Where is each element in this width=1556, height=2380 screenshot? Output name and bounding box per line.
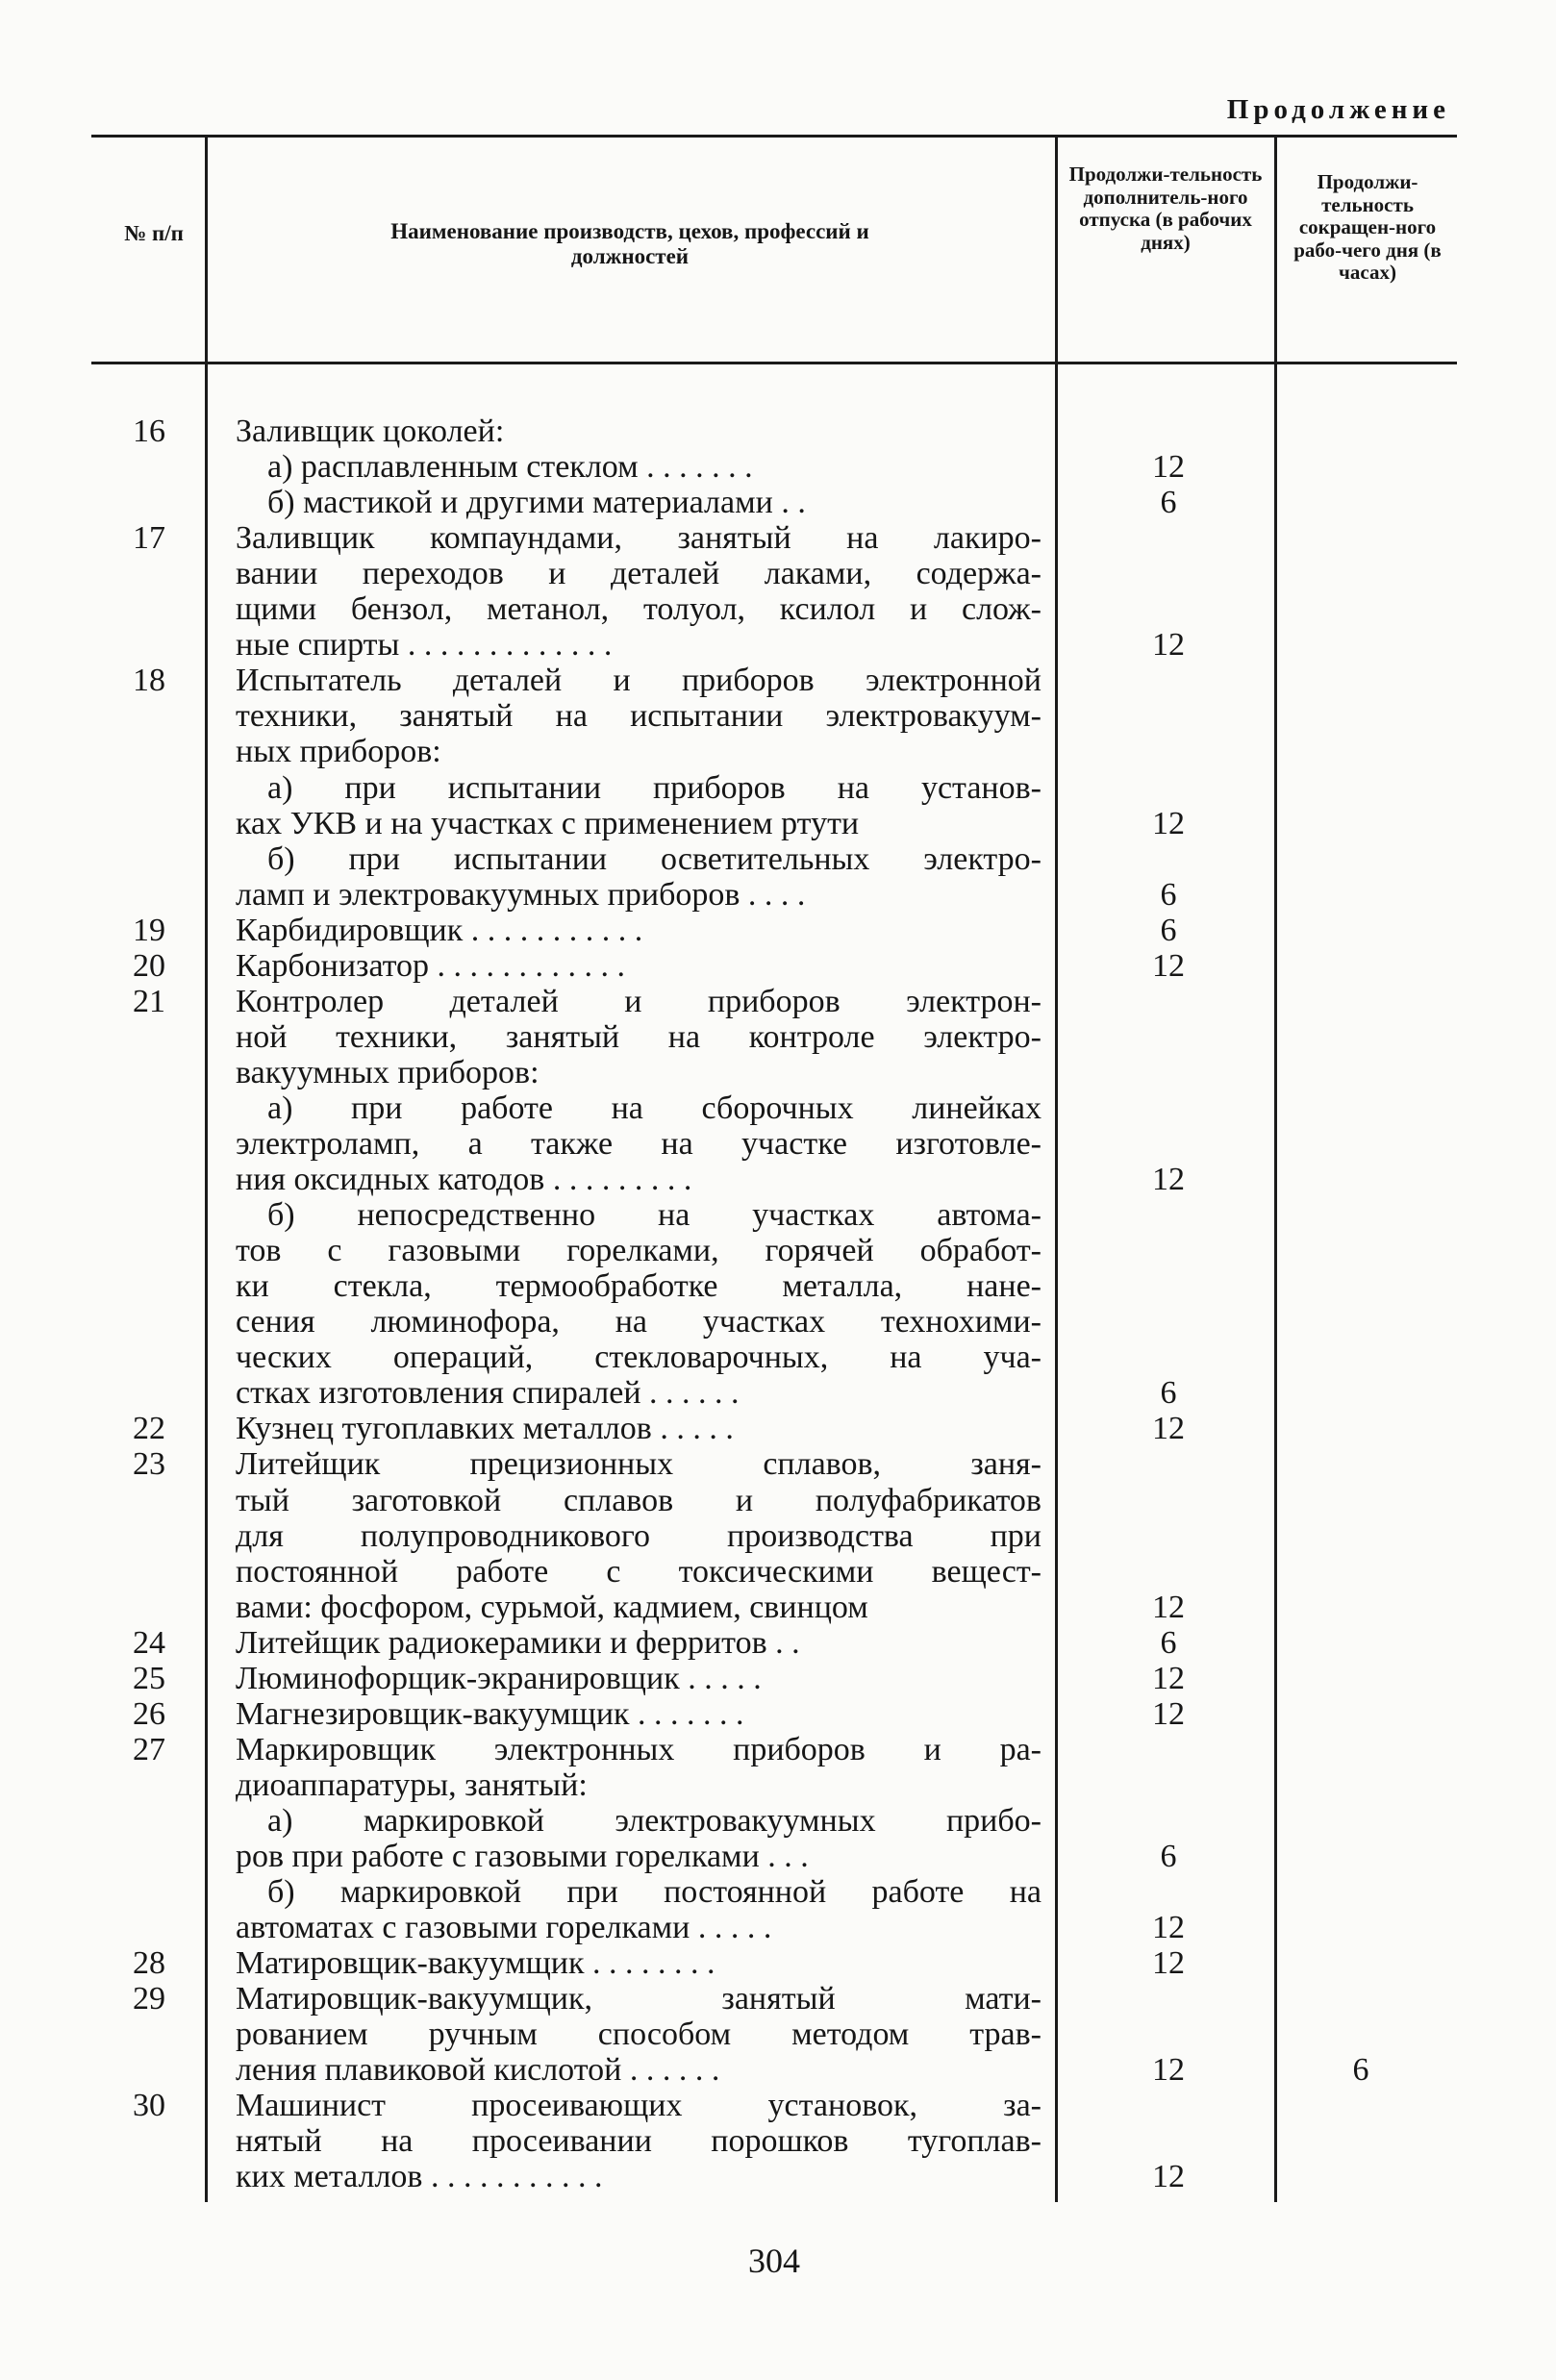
- row-text-line: автоматах с газовыми горелками . . . . .: [236, 1910, 772, 1946]
- row-text-line: тов с газовыми горелками, горячей обработ-: [236, 1233, 1042, 1269]
- row-text-line: ки стекла, термообработке металла, нане-: [236, 1268, 1042, 1305]
- leave-days-value: 12: [1152, 1945, 1185, 1982]
- row-number: 27: [133, 1731, 165, 1767]
- row-number: 22: [133, 1411, 165, 1447]
- row-text-line: а) при испытании приборов на установ-: [267, 769, 1042, 806]
- row-text-line: ров при работе с газовыми горелками . . .: [236, 1839, 809, 1874]
- leave-days-value: 6: [1160, 1624, 1177, 1661]
- row-text-line: сения люминофора, на участках технохими-: [236, 1304, 1042, 1340]
- row-text-line: для полупроводникового производства при: [236, 1517, 1042, 1554]
- leave-days-value: 6: [1160, 485, 1177, 521]
- row-text-line: Литейщик радиокерамики и ферритов . .: [236, 1624, 800, 1661]
- leave-days-value: 12: [1152, 1589, 1185, 1625]
- row-text-line: рованием ручным способом методом трав-: [236, 2017, 1042, 2053]
- row-text-line: ках УКВ и на участках с применением ртути: [236, 805, 860, 841]
- header-hours: Продолжи-тельность сокращен-ного рабо-чего дня (в часах): [1293, 170, 1442, 285]
- table-top-rule: [91, 135, 1457, 138]
- row-text-line: тый заготовкой сплавов и полуфабрикатов: [236, 1482, 1042, 1518]
- leave-days-value: 12: [1152, 947, 1185, 984]
- leave-days-value: 6: [1160, 1375, 1177, 1412]
- row-text-line: ламп и электровакуумных приборов . . . .: [236, 876, 806, 913]
- row-number: 16: [133, 413, 165, 449]
- leave-days-value: 12: [1152, 1162, 1185, 1198]
- row-number: 18: [133, 663, 165, 699]
- row-text-line: Машинист просеивающих установок, за-: [236, 2088, 1042, 2124]
- row-number: 26: [133, 1695, 165, 1732]
- row-number: 29: [133, 1981, 165, 2017]
- row-text-line: Маркировщик электронных приборов и ра-: [236, 1731, 1042, 1767]
- row-text-line: диоаппаратуры, занятый:: [236, 1766, 588, 1803]
- row-text-line: вами: фосфором, сурьмой, кадмием, свинцом: [236, 1589, 868, 1625]
- leave-days-value: 12: [1152, 2052, 1185, 2089]
- row-text-line: Магнезировщик-вакуумщик . . . . . . .: [236, 1695, 744, 1732]
- row-text-line: вании переходов и деталей лаками, содержа-: [236, 556, 1042, 592]
- column-divider-3: [1274, 135, 1277, 2202]
- leave-days-value: 12: [1152, 2159, 1185, 2195]
- row-text-line: Контролер деталей и приборов электрон-: [236, 983, 1042, 1019]
- leave-days-value: 12: [1152, 805, 1185, 841]
- row-text-line: б) мастикой и другими материалами . .: [267, 485, 806, 521]
- row-text-line: б) при испытании осветительных электро-: [267, 840, 1042, 877]
- row-text-line: ных приборов:: [236, 734, 441, 770]
- leave-days-value: 6: [1160, 912, 1177, 948]
- row-number: 30: [133, 2088, 165, 2124]
- row-number: 23: [133, 1446, 165, 1483]
- row-text-line: вакуумных приборов:: [236, 1054, 540, 1090]
- row-number: 17: [133, 520, 165, 557]
- leave-days-value: 12: [1152, 449, 1185, 486]
- column-divider-2: [1055, 135, 1058, 2202]
- row-text-line: Матировщик-вакуумщик . . . . . . . .: [236, 1945, 715, 1982]
- leave-days-value: 12: [1152, 627, 1185, 664]
- row-text-line: б) непосредственно на участках автома-: [267, 1197, 1042, 1234]
- row-text-line: ния оксидных катодов . . . . . . . . .: [236, 1162, 692, 1198]
- row-text-line: Карбидировщик . . . . . . . . . . .: [236, 912, 643, 948]
- leave-days-value: 12: [1152, 1660, 1185, 1696]
- row-text-line: техники, занятый на испытании электровакуум-: [236, 698, 1042, 735]
- row-text-line: Кузнец тугоплавких металлов . . . . .: [236, 1411, 734, 1447]
- row-text-line: нятый на просеивании порошков тугоплав-: [236, 2123, 1042, 2160]
- row-text-line: Карбонизатор . . . . . . . . . . . .: [236, 947, 626, 984]
- row-text-line: Люминофорщик-экранировщик . . . . .: [236, 1660, 762, 1696]
- page-number: 304: [748, 2242, 800, 2280]
- row-text-line: постоянной работе с токсическими вещест-: [236, 1553, 1042, 1590]
- row-text-line: ких металлов . . . . . . . . . . .: [236, 2159, 603, 2195]
- row-text-line: ления плавиковой кислотой . . . . . .: [236, 2052, 720, 2089]
- header-bottom-rule: [91, 362, 1457, 364]
- row-text-line: а) при работе на сборочных линейках: [267, 1090, 1042, 1126]
- row-number: 21: [133, 983, 165, 1019]
- row-number: 20: [133, 947, 165, 984]
- reduced-hours-value: 6: [1352, 2052, 1369, 2089]
- row-text-line: а) маркировкой электровакуумных прибо-: [267, 1802, 1042, 1839]
- continued-label: Продолжение: [1226, 94, 1450, 125]
- leave-days-value: 12: [1152, 1695, 1185, 1732]
- row-number: 25: [133, 1660, 165, 1696]
- row-text-line: электроламп, а также на участке изготовле-: [236, 1126, 1042, 1162]
- header-leave: Продолжи-тельность дополнитель-ного отпуска (в рабочих днях): [1068, 163, 1263, 254]
- row-text-line: щими бензол, метанол, толуол, ксилол и слож-: [236, 591, 1042, 628]
- row-number: 19: [133, 912, 165, 948]
- row-text-line: б) маркировкой при постоянной работе на: [267, 1874, 1042, 1911]
- row-text-line: Заливщик компаундами, занятый на лакиро-: [236, 520, 1042, 557]
- row-text-line: Литейщик прецизионных сплавов, заня-: [236, 1446, 1042, 1483]
- row-text-line: стках изготовления спиралей . . . . . .: [236, 1375, 740, 1412]
- row-number: 28: [133, 1945, 165, 1982]
- row-text-line: Заливщик цоколей:: [236, 413, 505, 449]
- leave-days-value: 12: [1152, 1910, 1185, 1946]
- row-text-line: ные спирты . . . . . . . . . . . . .: [236, 627, 613, 664]
- column-divider-1: [205, 135, 208, 2202]
- leave-days-value: 12: [1152, 1411, 1185, 1447]
- row-text-line: а) расплавленным стеклом . . . . . . .: [267, 449, 753, 486]
- row-number: 24: [133, 1624, 165, 1661]
- row-text-line: Испытатель деталей и приборов электронной: [236, 663, 1042, 699]
- row-text-line: ной техники, занятый на контроле электро-: [236, 1018, 1042, 1055]
- leave-days-value: 6: [1160, 1839, 1177, 1874]
- row-text-line: ческих операций, стекловарочных, на уча-: [236, 1340, 1042, 1376]
- row-text-line: Матировщик-вакуумщик, занятый мати-: [236, 1981, 1042, 2017]
- leave-days-value: 6: [1160, 876, 1177, 913]
- header-number: № п/п: [124, 221, 184, 245]
- header-name: Наименование производств, цехов, профессий и должностей: [390, 219, 869, 268]
